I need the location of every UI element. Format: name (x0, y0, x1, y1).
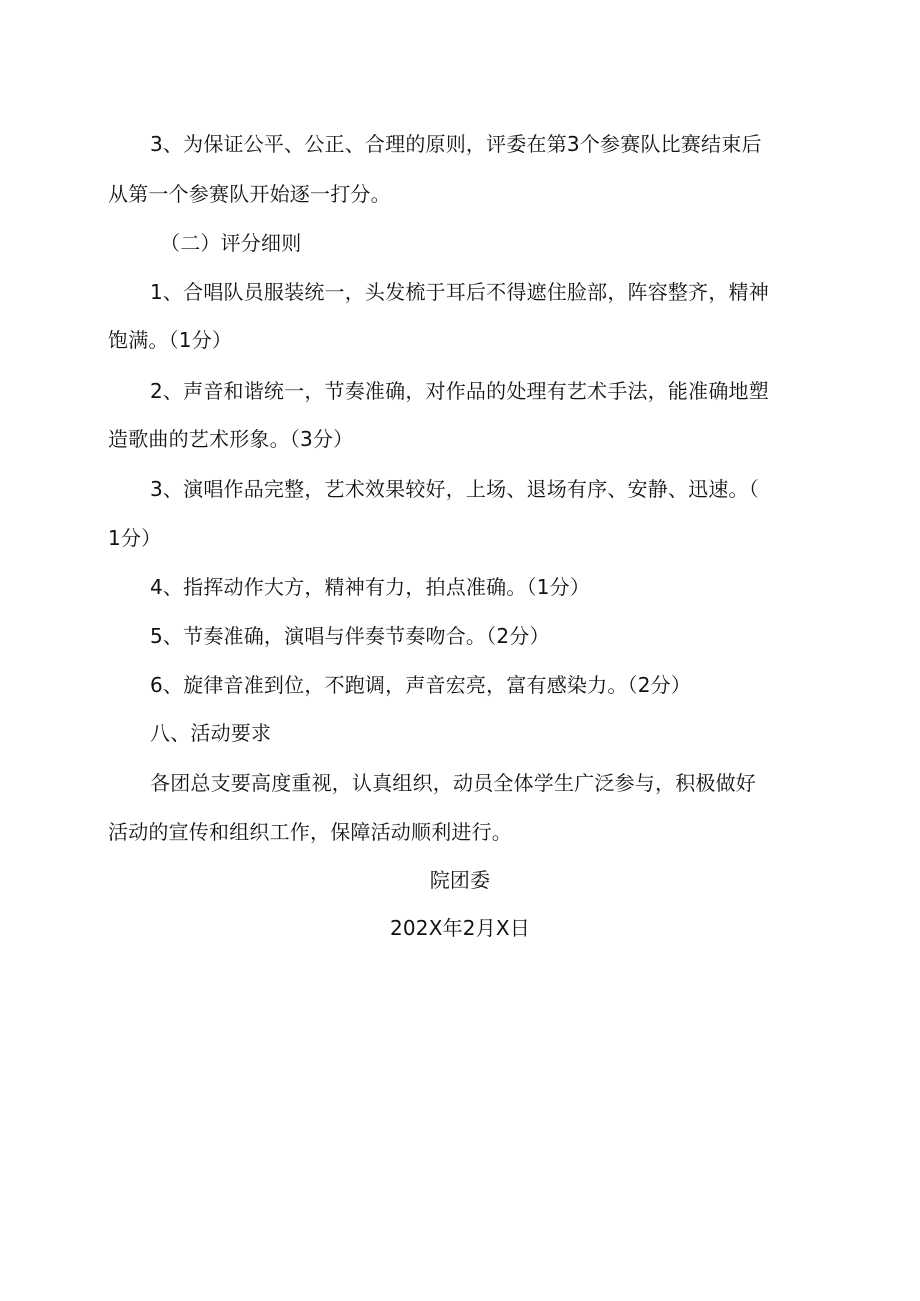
rule-3-line-2: 从第一个参赛队开始逐一打分。 (108, 182, 391, 206)
requirements-heading: 八、活动要求 (150, 721, 272, 745)
scoring-item-1-line-1: 1、合唱队员服装统一，头发梳于耳后不得遮住脸部，阵容整齐，精神 (150, 280, 769, 304)
scoring-item-4: 4、指挥动作大方，精神有力，拍点准确。（1分） (150, 575, 591, 599)
scoring-item-2-line-2: 造歌曲的艺术形象。（3分） (108, 427, 354, 451)
scoring-item-1-line-2: 饱满。（1分） (108, 328, 233, 352)
scoring-item-2-line-1: 2、声音和谐统一，节奏准确，对作品的处理有艺术手法，能准确地塑 (150, 379, 769, 403)
signature-date: 202X年2月X日 (389, 916, 531, 940)
scoring-item-6: 6、旋律音准到位，不跑调，声音宏亮，富有感染力。（2分） (150, 673, 692, 697)
requirements-paragraph-line-1: 各团总支要高度重视，认真组织，动员全体学生广泛参与，积极做好 (150, 771, 756, 795)
requirements-paragraph-line-2: 活动的宣传和组织工作，保障活动顺利进行。 (108, 820, 512, 844)
scoring-item-3-line-2: 1分） (108, 526, 162, 550)
signature-organization: 院团委 (429, 868, 491, 892)
scoring-item-5: 5、节奏准确，演唱与伴奏节奏吻合。（2分） (150, 624, 550, 648)
scoring-item-3-line-1: 3、演唱作品完整，艺术效果较好，上场、退场有序、安静、迅速。（ (150, 477, 759, 501)
scoring-details-heading: （二）评分细则 (160, 231, 302, 255)
rule-3-line-1: 3、为保证公平、公正、合理的原则，评委在第3个参赛队比赛结束后 (150, 132, 762, 156)
